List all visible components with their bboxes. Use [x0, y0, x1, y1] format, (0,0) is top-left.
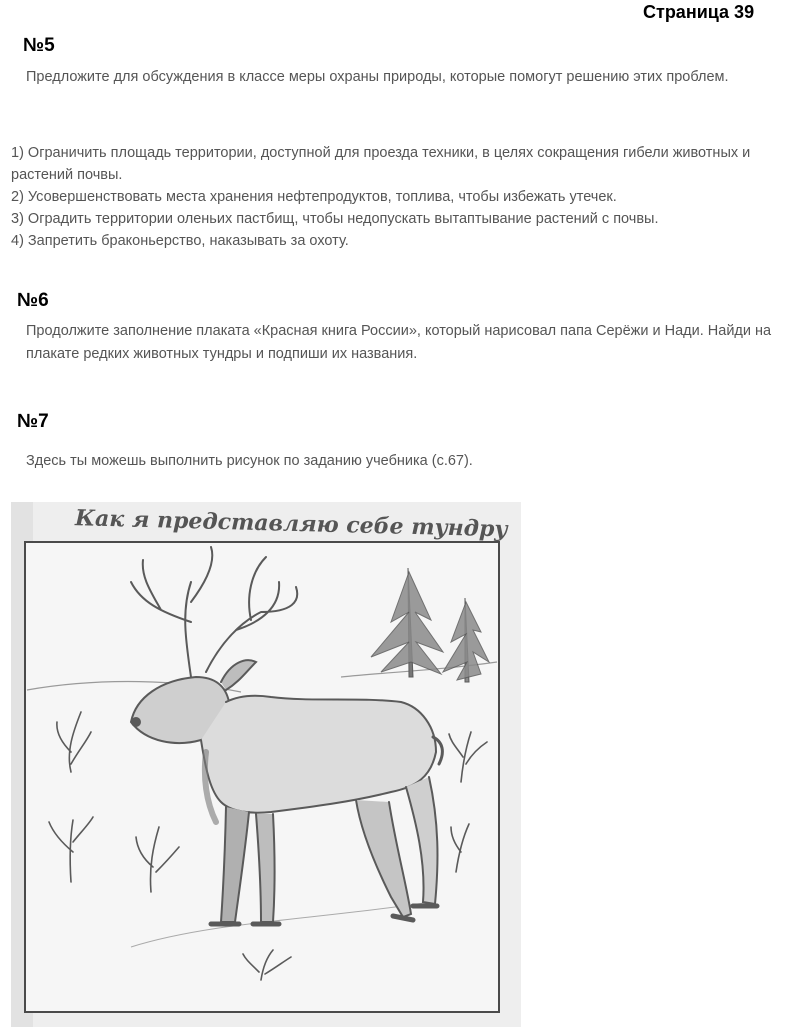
task-7-heading: №7 — [17, 411, 49, 432]
task-7-prompt: Здесь ты можешь выполнить рисунок по заданию учебника (с.67). — [26, 453, 473, 469]
task-6-prompt: Продолжите заполнение плаката «Красная книга России», который нарисовал папа Серёжи и Нади. Найди на плакате редких животных тундры и подпиши их названия. — [26, 323, 772, 362]
answer-item-3: 3) Оградить территории оленьих пастбищ, чтобы недопускать вытаптывание растений с почвы. — [11, 211, 659, 227]
drawing-title: Как я представляю себе тундру — [74, 505, 508, 543]
task-5-answer-list — [11, 142, 801, 252]
answer-item-4: 4) Запретить браконьерство, наказывать за охоту. — [11, 233, 349, 249]
answer-item-1: 1) Ограничить площадь территории, доступной для проезда техники, в целях сокращения гибели животных и растений почвы. — [11, 145, 751, 183]
task-6-heading: №6 — [17, 290, 49, 311]
tundra-drawing-svg — [11, 502, 521, 1027]
task-5-prompt: Предложите для обсуждения в классе меры охраны природы, которые помогут решению этих проблем. — [26, 69, 729, 85]
page-number: Страница 39 — [643, 2, 755, 22]
answer-item-2: 2) Усовершенствовать места хранения нефтепродуктов, топлива, чтобы избежать утечек. — [11, 189, 617, 205]
task-5-heading: №5 — [23, 35, 55, 56]
tundra-drawing — [11, 502, 521, 1027]
